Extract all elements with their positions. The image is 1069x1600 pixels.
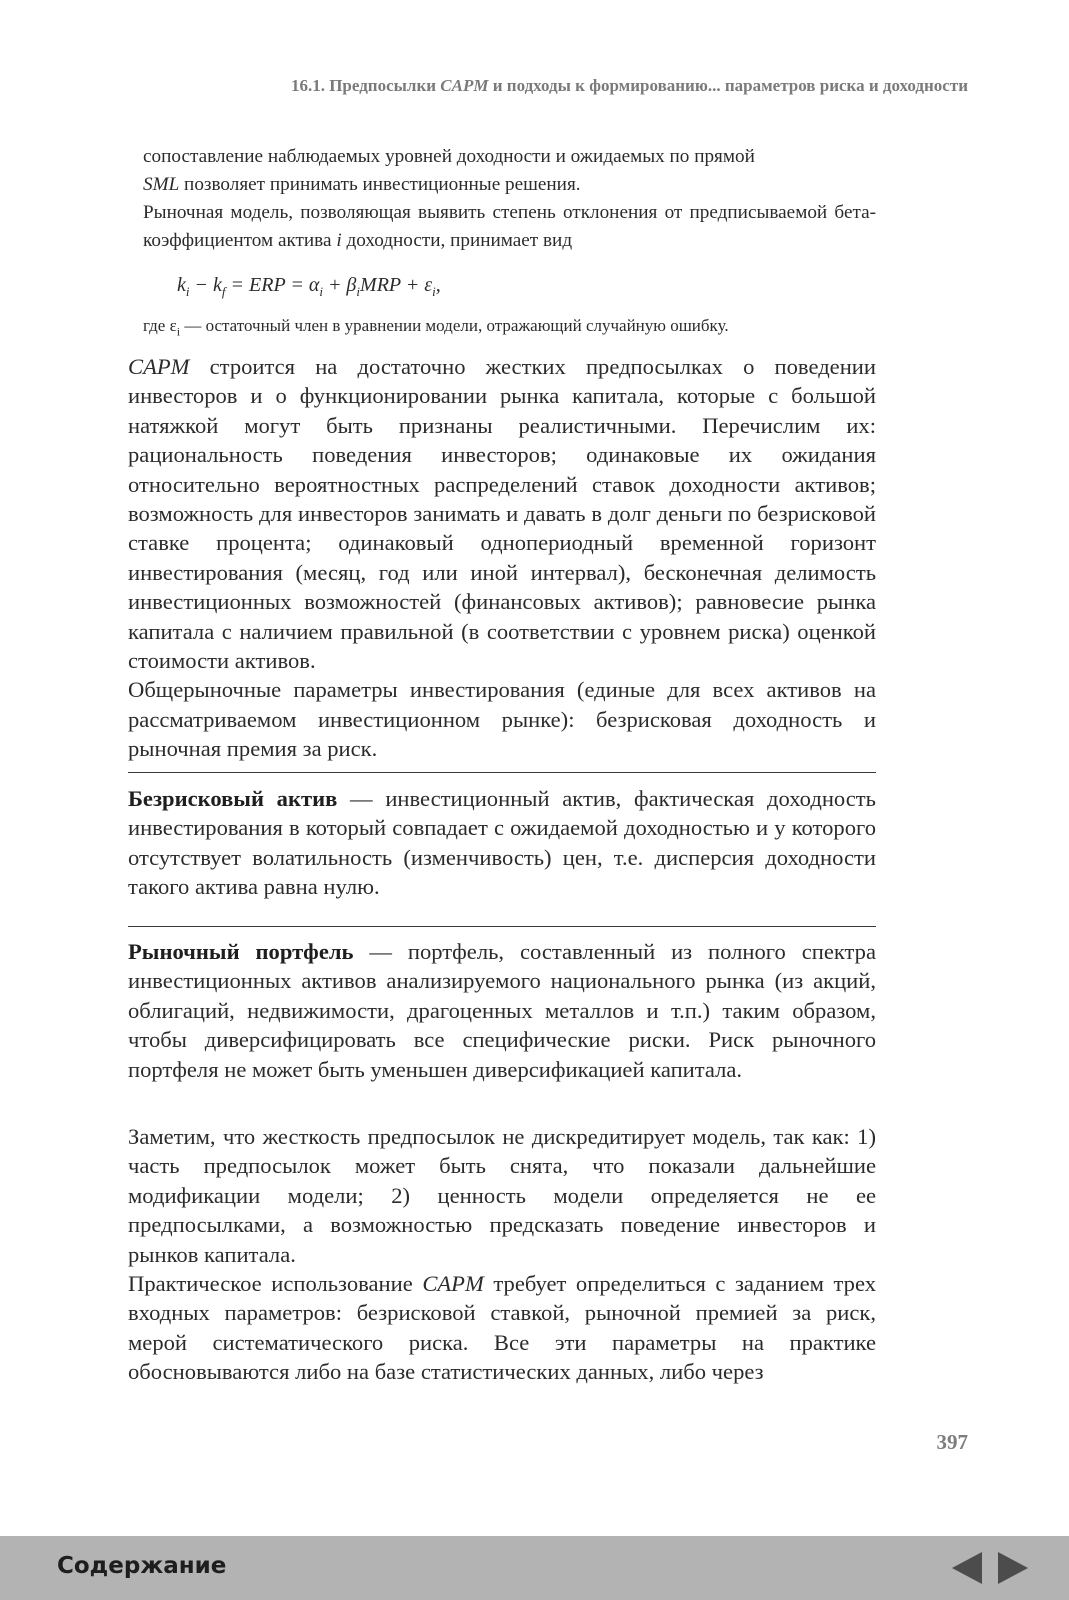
term-market-portfolio: Рыночный портфель [128, 939, 354, 964]
definition-risk-free-asset: Безрисковый актив — инвестиционный актив, фактическая доходность инвестирования в который совпадает с ожидаемой доходностью и у которого отсутствует волатильность (изменчивость) цен, т.е. дисперсия доходности такого актива равна нулю. [128, 786, 876, 900]
page-number: 397 [936, 1430, 968, 1454]
term-risk-free-asset: Безрисковый актив [128, 786, 338, 811]
triangle-right-icon[interactable] [998, 1552, 1028, 1584]
paragraph-capm-assumptions: CAPM строится на достаточно жестких предпосылках о поведении инвесторов и о функционировании рынка капитала, которые с большой натяжкой могут быть признаны реалистичными. Перечислим их: рациональность поведения инвесторов; одинаковые их ожидания относительно вероятностных распределений ставок доходности активов; возможность для инвесторов занимать и давать в долг деньги по безрисковой ставке процента; одинаковый однопериодный временной горизонт инвестирования (месяц, год или иной интервал), бесконечная делимость инвестиционных возможностей (финансовых активов); равновесие рынка капитала с наличием правильной (в соответствии с уровнем риска) оценкой стоимости активов. [128, 354, 876, 674]
intro-line1: сопоставление наблюдаемых уровней доходности и ожидаемых по прямой [143, 146, 755, 167]
intro-para2: Рыночная модель, позволяющая выявить степень отклонения от предписываемой бета-коэффициентом актива i доходности, принимает вид [143, 202, 876, 251]
definition-market-portfolio: Рыночный портфель — портфель, составленный из полного спектра инвестиционных активов анализируемого национального рынка (из акций, облигаций, недвижимости, драгоценных металлов и т.п.) таким образом, чтобы диверсифицировать все специфические риски. Риск рыночного портфеля не может быть уменьшен диверсификацией капитала. [128, 939, 876, 1082]
divider-1 [128, 772, 876, 773]
capm-italic: CAPM [440, 76, 489, 95]
running-header: 16.1. Предпосылки CAPM и подходы к формированию... параметров риска и доходности [290, 76, 968, 95]
body-text-1 [128, 352, 876, 764]
divider-2 [128, 926, 876, 927]
paragraph-market-params: Общерыночные параметры инвестирования (единые для всех активов на рассматриваемом инвестиционном рынке): безрисковая доходность и рыночная премия за риск. [128, 677, 876, 762]
intro-line2: SML позволяет принимать инвестиционные решения. [143, 174, 581, 195]
paragraph-rigidity: Заметим, что жесткость предпосылок не дискредитирует модель, так как: 1) часть предпосылок может быть снята, что показали дальнейшие модификации модели; 2) ценность модели определяется не ее предпосылками, а возможностью предсказать поведение инвесторов и рынков капитала. [128, 1124, 876, 1267]
footer-bar [0, 1536, 1069, 1600]
body-text-2 [128, 1122, 876, 1387]
triangle-left-icon[interactable] [952, 1552, 982, 1584]
paragraph-practical-use: Практическое использование CAPM требует определиться с заданием трех входных параметров: безрисковой ставкой, рыночной премией за риск, мерой систематического риска. Все эти параметры на практике обосновываются либо на базе статистических данных, либо через [128, 1271, 876, 1385]
market-model-formula: $k_i - k_f$ = ERP = $\alpha_i + \beta_iMRP + \varepsilon_i$, [177, 274, 441, 299]
formula-note: где $\varepsilon_i$ — остаточный член в уравнении модели, отражающий случайную ошибку. [143, 316, 729, 339]
intro-block [143, 143, 876, 255]
contents-link[interactable]: Содержание [57, 1553, 227, 1579]
